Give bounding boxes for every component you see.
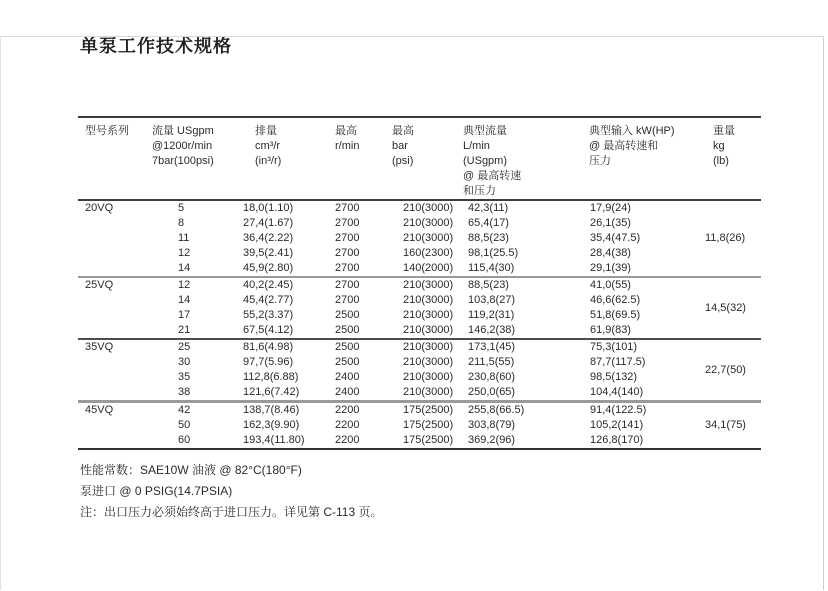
- cell-flow: 14: [178, 262, 191, 274]
- cell-max-pressure: 210(3000): [403, 217, 454, 229]
- table-row: [78, 246, 761, 261]
- cell-typical-flow: 146,2(38): [468, 324, 516, 336]
- cell-displacement: 112,8(6.88): [243, 371, 299, 383]
- model-series-20vq: 20VQ: [85, 202, 114, 214]
- cell-max-speed: 2700: [335, 217, 360, 229]
- table-row: [78, 433, 761, 449]
- table-row: [78, 200, 761, 216]
- cell-typical-input: 35,4(47.5): [590, 232, 641, 244]
- cell-flow: 38: [178, 386, 191, 398]
- cell-typical-flow: 369,2(96): [468, 434, 516, 446]
- spec-table-head: [78, 117, 761, 200]
- spec-table-body: [78, 200, 761, 449]
- cell-flow: 11: [178, 232, 190, 244]
- cell-weight: 14,5(32): [703, 277, 761, 339]
- cell-max-speed: 2500: [335, 324, 360, 336]
- table-row: [78, 277, 761, 293]
- cell-max-pressure: 210(3000): [403, 202, 454, 214]
- cell-flow: 21: [178, 324, 191, 336]
- cell-typical-flow: 173,1(45): [463, 339, 588, 355]
- cell-displacement: 45,9(2.80): [243, 262, 294, 274]
- footnotes: [80, 462, 828, 520]
- cell-displacement: 27,4(1.67): [243, 217, 294, 229]
- cell-typical-input: 87,7(117.5): [590, 356, 646, 368]
- cell-flow: 17: [178, 309, 191, 321]
- cell-flow: 12: [178, 247, 191, 259]
- cell-max-pressure: 175(2500): [403, 419, 454, 431]
- cell-typical-flow: 230,8(60): [468, 371, 516, 383]
- cell-max-speed: 2700: [335, 232, 360, 244]
- column-header-typical-flow: 典型流量 L/min (USgpm) @ 最高转速 和压力: [463, 117, 588, 200]
- cell-flow: 14: [178, 294, 191, 306]
- column-header-typical-input: 典型输入 kW(HP) @ 最高转速和 压力: [588, 117, 703, 200]
- cell-typical-flow: 98,1(25.5): [468, 247, 519, 259]
- table-row: [78, 308, 761, 323]
- cell-max-speed: 2400: [335, 386, 360, 398]
- cell-typical-input: 75,3(101): [588, 339, 703, 355]
- spec-table: [78, 116, 761, 450]
- cell-max-pressure: 210(3000): [391, 277, 463, 293]
- table-row: [78, 293, 761, 308]
- cell-weight: 34,1(75): [703, 402, 761, 450]
- cell-max-pressure: 210(3000): [403, 356, 454, 368]
- cell-flow: 12: [152, 277, 243, 293]
- cell-typical-input: 41,0(55): [588, 277, 703, 293]
- cell-typical-input: 26,1(35): [590, 217, 631, 229]
- cell-typical-input: 105,2(141): [590, 419, 644, 431]
- cell-typical-input: 28,4(38): [590, 247, 631, 259]
- page-title: 单泵工作技术规格: [80, 36, 232, 56]
- cell-max-pressure: 140(2000): [403, 262, 454, 274]
- cell-flow: 42: [152, 402, 243, 419]
- cell-displacement: 121,6(7.42): [243, 386, 300, 398]
- cell-typical-flow: 303,8(79): [468, 419, 516, 431]
- cell-displacement: 45,4(2.77): [243, 294, 294, 306]
- cell-typical-input: 46,6(62.5): [590, 294, 641, 306]
- cell-max-speed: 2700: [335, 202, 360, 214]
- cell-max-speed: 2200: [333, 402, 391, 419]
- cell-max-speed: 2700: [335, 247, 360, 259]
- column-header-max-speed: 最高 r/min: [333, 117, 391, 200]
- column-header-flow: 流量 USgpm @1200r/min 7bar(100psi): [152, 117, 243, 200]
- cell-max-speed: 2700: [333, 277, 391, 293]
- header-row: [78, 117, 761, 200]
- cell-typical-input: 104,4(140): [590, 386, 644, 398]
- cell-displacement: 36,4(2.22): [243, 232, 294, 244]
- cell-flow: 50: [178, 419, 191, 431]
- cell-max-pressure: 210(3000): [391, 339, 463, 355]
- cell-flow: 60: [178, 434, 191, 446]
- cell-typical-flow: 42,3(11): [468, 202, 509, 214]
- cell-max-pressure: 175(2500): [403, 434, 454, 446]
- table-row: [78, 385, 761, 402]
- cell-displacement: 55,2(3.37): [243, 309, 294, 321]
- cell-typical-flow: 88,5(23): [468, 232, 509, 244]
- cell-weight: 22,7(50): [703, 339, 761, 402]
- table-row: [78, 231, 761, 246]
- column-header-displacement: 排量 cm³/r (in³/r): [243, 117, 333, 200]
- cell-max-pressure: 210(3000): [403, 309, 454, 321]
- table-row: [78, 355, 761, 370]
- cell-max-speed: 2500: [335, 309, 360, 321]
- cell-max-pressure: 175(2500): [391, 402, 463, 419]
- table-row: [78, 402, 761, 419]
- model-series-35vq: 35VQ: [78, 339, 152, 402]
- table-row: [78, 323, 761, 339]
- cell-typical-input: 61,9(83): [590, 324, 631, 336]
- model-series-25vq: 25VQ: [78, 277, 152, 339]
- note-outlet-pressure: 注：出口压力必须始终高于进口压力。详见第 C-113 页。: [80, 505, 383, 519]
- cell-flow: 25: [152, 339, 243, 355]
- table-row: [78, 339, 761, 355]
- cell-max-pressure: 210(3000): [403, 294, 454, 306]
- cell-typical-flow: 88,5(23): [463, 277, 588, 293]
- cell-max-pressure: 210(3000): [403, 386, 454, 398]
- cell-typical-input: 51,8(69.5): [590, 309, 641, 321]
- cell-typical-flow: 250,0(65): [468, 386, 516, 398]
- cell-max-pressure: 210(3000): [403, 324, 454, 336]
- cell-max-pressure: 210(3000): [403, 371, 454, 383]
- cell-typical-flow: 115,4(30): [468, 262, 515, 274]
- cell-displacement: 162,3(9.90): [243, 419, 300, 431]
- cell-displacement: 138,7(8.46): [243, 402, 333, 419]
- table-row: [78, 216, 761, 231]
- cell-flow: 5: [178, 202, 185, 214]
- cell-typical-input: 98,5(132): [590, 371, 638, 383]
- cell-typical-flow: 65,4(17): [468, 217, 509, 229]
- cell-flow: 8: [178, 217, 185, 229]
- table-row: [78, 370, 761, 385]
- cell-displacement: 40,2(2.45): [243, 277, 333, 293]
- cell-typical-input: 126,8(170): [590, 434, 644, 446]
- cell-displacement: 67,5(4.12): [243, 324, 294, 336]
- cell-typical-input: 29,1(39): [590, 262, 631, 274]
- cell-max-speed: 2500: [333, 339, 391, 355]
- cell-max-speed: 2200: [335, 434, 360, 446]
- cell-typical-flow: 103,8(27): [468, 294, 516, 306]
- cell-displacement: 18,0(1.10): [243, 202, 294, 214]
- table-row: [78, 261, 761, 277]
- cell-typical-flow: 255,8(66.5): [463, 402, 588, 419]
- cell-typical-input: 91,4(122.5): [588, 402, 703, 419]
- note-pump-inlet: 泵进口 @ 0 PSIG(14.7PSIA): [80, 484, 233, 498]
- column-header-model: 型号系列: [78, 117, 152, 200]
- model-series-45vq: 45VQ: [78, 402, 152, 450]
- cell-max-pressure: 210(3000): [403, 232, 454, 244]
- cell-typical-flow: 119,2(31): [468, 309, 515, 321]
- cell-weight: 11,8(26): [705, 232, 746, 244]
- cell-displacement: 39,5(2.41): [243, 247, 294, 259]
- cell-displacement: 193,4(11.80): [243, 434, 305, 446]
- cell-max-speed: 2200: [335, 419, 360, 431]
- cell-max-speed: 2700: [335, 294, 360, 306]
- table-row: [78, 418, 761, 433]
- cell-max-speed: 2400: [335, 371, 360, 383]
- cell-flow: 30: [178, 356, 191, 368]
- cell-flow: 35: [178, 371, 191, 383]
- cell-max-pressure: 160(2300): [403, 247, 454, 259]
- cell-typical-input: 17,9(24): [590, 202, 631, 214]
- cell-max-speed: 2700: [335, 262, 360, 274]
- cell-displacement: 97,7(5.96): [243, 356, 294, 368]
- cell-displacement: 81,6(4.98): [243, 339, 333, 355]
- note-performance-constants: 性能常数：SAE10W 油液 @ 82°C(180°F): [80, 463, 302, 477]
- column-header-weight: 重量 kg (lb): [703, 117, 761, 200]
- cell-max-speed: 2500: [335, 356, 360, 368]
- cell-typical-flow: 211,5(55): [468, 356, 515, 368]
- column-header-max-pressure: 最高 bar (psi): [391, 117, 463, 200]
